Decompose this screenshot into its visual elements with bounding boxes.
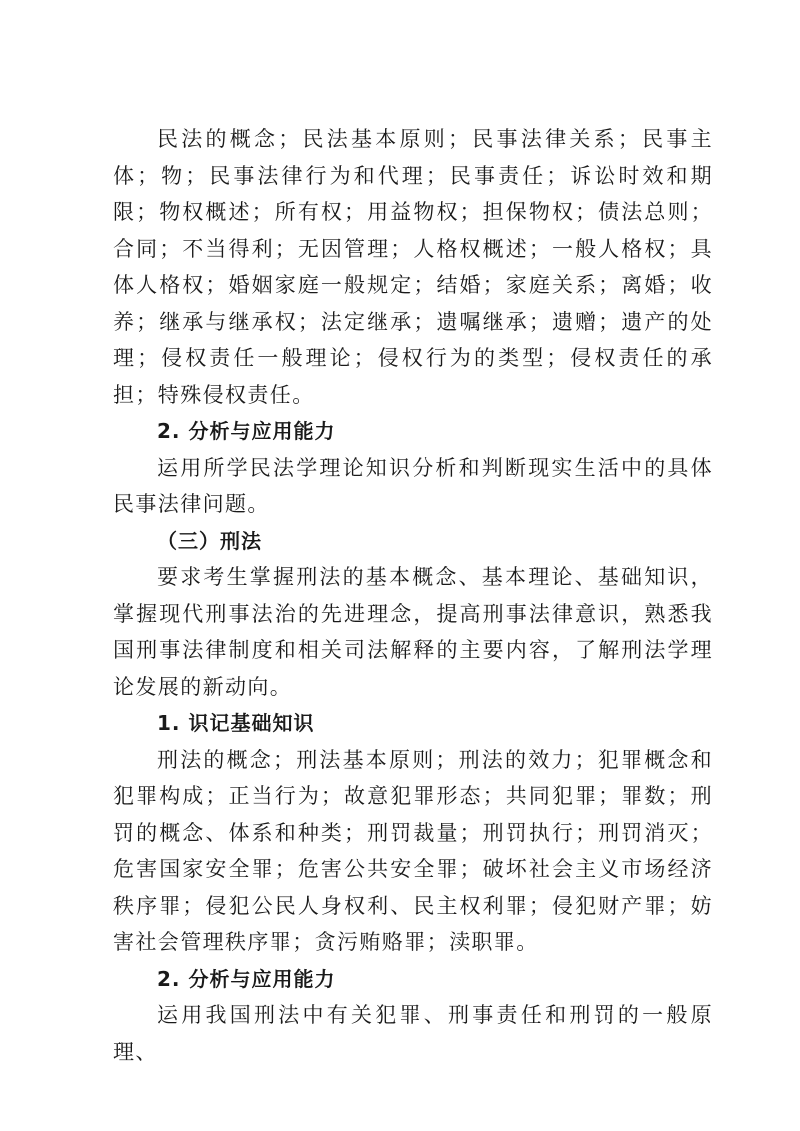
civil-law-analysis-heading: 2. 分析与应用能力 [157, 419, 336, 443]
criminal-law-analysis-paragraph: 运用我国刑法中有关犯罪、刑事责任和刑罚的一般原理、 [113, 1003, 713, 1064]
criminal-law-section-heading: （三）刑法 [157, 528, 262, 553]
civil-law-topics-paragraph: 民法的概念；民法基本原则；民事法律关系；民事主体；物；民事法律行为和代理；民事责任；诉讼时效和期限；物权概述；所有权；用益物权；担保物权；债法总则；合同；不当得利；无因管理；人格权概述；一般人格权；具体人格权；婚姻家庭一般规定；结婚；家庭关系；离婚；收养；继承与继承权；法定继承；遗嘱继承；遗赠；遗产的处理；侵权责任一般理论；侵权行为的类型；侵权责任的承担；特殊侵权责任。 [113, 127, 713, 407]
criminal-law-basics-heading: 1. 识记基础知识 [157, 711, 315, 735]
document-body [113, 121, 713, 1070]
civil-law-analysis-paragraph: 运用所学民法学理论知识分析和判断现实生活中的具体民事法律问题。 [113, 455, 713, 516]
criminal-law-analysis-heading: 2. 分析与应用能力 [157, 966, 336, 991]
criminal-law-requirements-paragraph: 要求考生掌握刑法的基本概念、基本理论、基础知识，掌握现代刑事法治的先进理念，提高刑事法律意识，熟悉我国刑事法律制度和相关司法解释的主要内容，了解刑法学理论发展的新动向。 [113, 565, 713, 699]
criminal-law-topics-paragraph: 刑法的概念；刑法基本原则；刑法的效力；犯罪概念和犯罪构成；正当行为；故意犯罪形态；共同犯罪；罪数；刑罚的概念、体系和种类；刑罚裁量；刑罚执行；刑罚消灭；危害国家安全罪；危害公共安全罪；破坏社会主义市场经济秩序罪；侵犯公民人身权利、民主权利罪；侵犯财产罪；妨害社会管理秩序罪；贪污贿赂罪；渎职罪。 [113, 747, 713, 954]
